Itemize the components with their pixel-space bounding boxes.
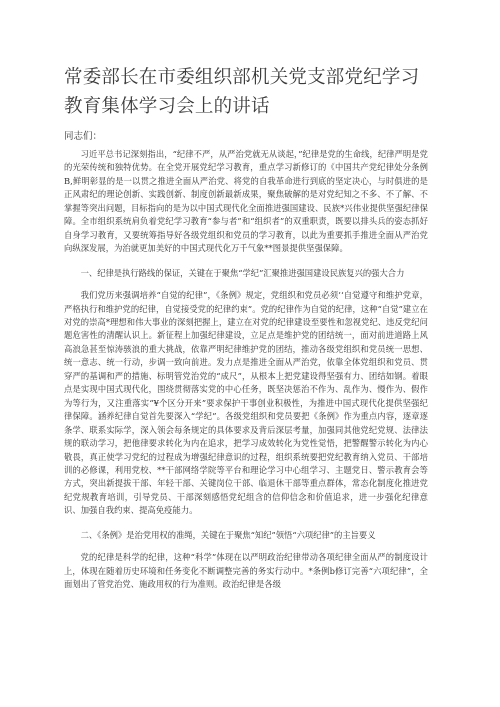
document-title: 常委部长在市委组织部机关党支部党纪学习教育集体学习会上的讲话	[64, 67, 420, 117]
section-heading-1: 一、纪律是执行路线的保证，关键在于聚焦“学纪”汇聚推进强国建设民族复兴的强大合力	[80, 267, 405, 278]
greeting: 同志们：	[64, 131, 103, 142]
paragraph-section-2: 党的纪律是科学的纪律，这种“科学”体现在以严明政治纪律带动各项纪律全面从严的制度设计上，体现在随着历史环境和任务变化不断调整完善的务实行动中。*条例b修订完善“六项纪律”，全面划出了管党治党、施政用权的行为准则。政治纪律是各级	[64, 552, 428, 590]
section-heading-2: 二、《条例》是治党用权的准绳，关键在于聚焦“知纪”领悟“六项纪律”的主旨要义	[80, 529, 376, 540]
paragraph-section-1: 我们党历来强调培养“自觉的纪律”，《条例》规定，党组织和党员必须’‘自觉遵守和维护党章，严格执行和维护党的纪律，自觉接受党的纪律约束”。党的纪律作为自觉的纪律，这种“自觉”建立在对党的崇高*理想和伟大事业的深刻把握上，建立在对党的纪律建设至要性和忽视党纪、违反党纪问题危害性的清醒认识上。新征程上加强纪律建设，立足点是维护党的团结统一，面对前进道路上风高浪急甚至惊涛骇浪的重大挑战，依靠严明纪律维护党的团结，推动各级党组织和党员统一思想、统一意志、统一行动，步调一致向前进。发力点是推进全面从严治党，依靠全体党组织和党员、贯穿严的基调和严的措施、标明管党治党的“成尺”，从根本上把党建设得坚强有力、团结如钢。着眼点是实现中国式现代化，围绕贯彻落实党的中心任务，既坚决惩治不作为、乱作为、慢作为、假作为等行为，又注重落实“¥个区分开来”要求保护干事创业积极性，为推进中国式现代化提供坚强纪律保障。涵养纪律自觉首先要深入“学纪”。各级党组织和党员要把《条例》作为重点内容，逐章逐条学、联系实际学，深入领会每条规定的具体要求及背后深层考量，加强同其他党纪党规、法律法规的联动学习，把他律要求转化为内在追求，把学习成效转化为党性觉悟，把警醒警示转化为内心敬畏，真正使学习党纪的过程成为增强纪律意识的过程，组织系统要把党纪教育纳入党员、干部培训的必修课，利用党校、**干部网络学院等平台和理论学习中心组学习、主题党日、警示教育会等方式，突出新提拔干部、年轻干部、关键岗位干部、临退休干部等重点群体，常态化制度化推进党纪党规教育培训，引导党员、干部深刻感悟党纪组含的信仰信念和价值追求，进一步强化纪律意识、加强自我约束、提高免疫能力。	[64, 290, 428, 516]
paragraph-intro: 习近平总书记深刻指出，“纪律不严，从严治党就无从谈起，”纪律是党的生命线，纪律严明是党的光荣传统和独特优势。在全党开展党纪学习教育，重点学习新修订的《中国共产党纪律处分条例B,鲜明彰显的是一以贯之推进全面从严治党、将党的自我革命进行到底的坚定决心，与时俱进的是正风肃纪的理论创新、实践创新、制度创新最新成果，聚焦破解的是对党纪知之不多、不了解、不掌握等突出问题，目标指向的是为以中国式现代化全面推进强国建设、民族*兴伟业提供坚强纪律保障。全市组织系统肩负着党纪学习教育“参与者”和“组织者”的双重职责，既要以排头兵的姿态抓好自身学习教育，又要统筹指导好各级党组织和党员的学习教育，以此为重要抓手推进全面从严治党向纵深发展，为治就更加美好的中国式现代化万千气象**图景提供坚强保障。	[64, 149, 428, 254]
